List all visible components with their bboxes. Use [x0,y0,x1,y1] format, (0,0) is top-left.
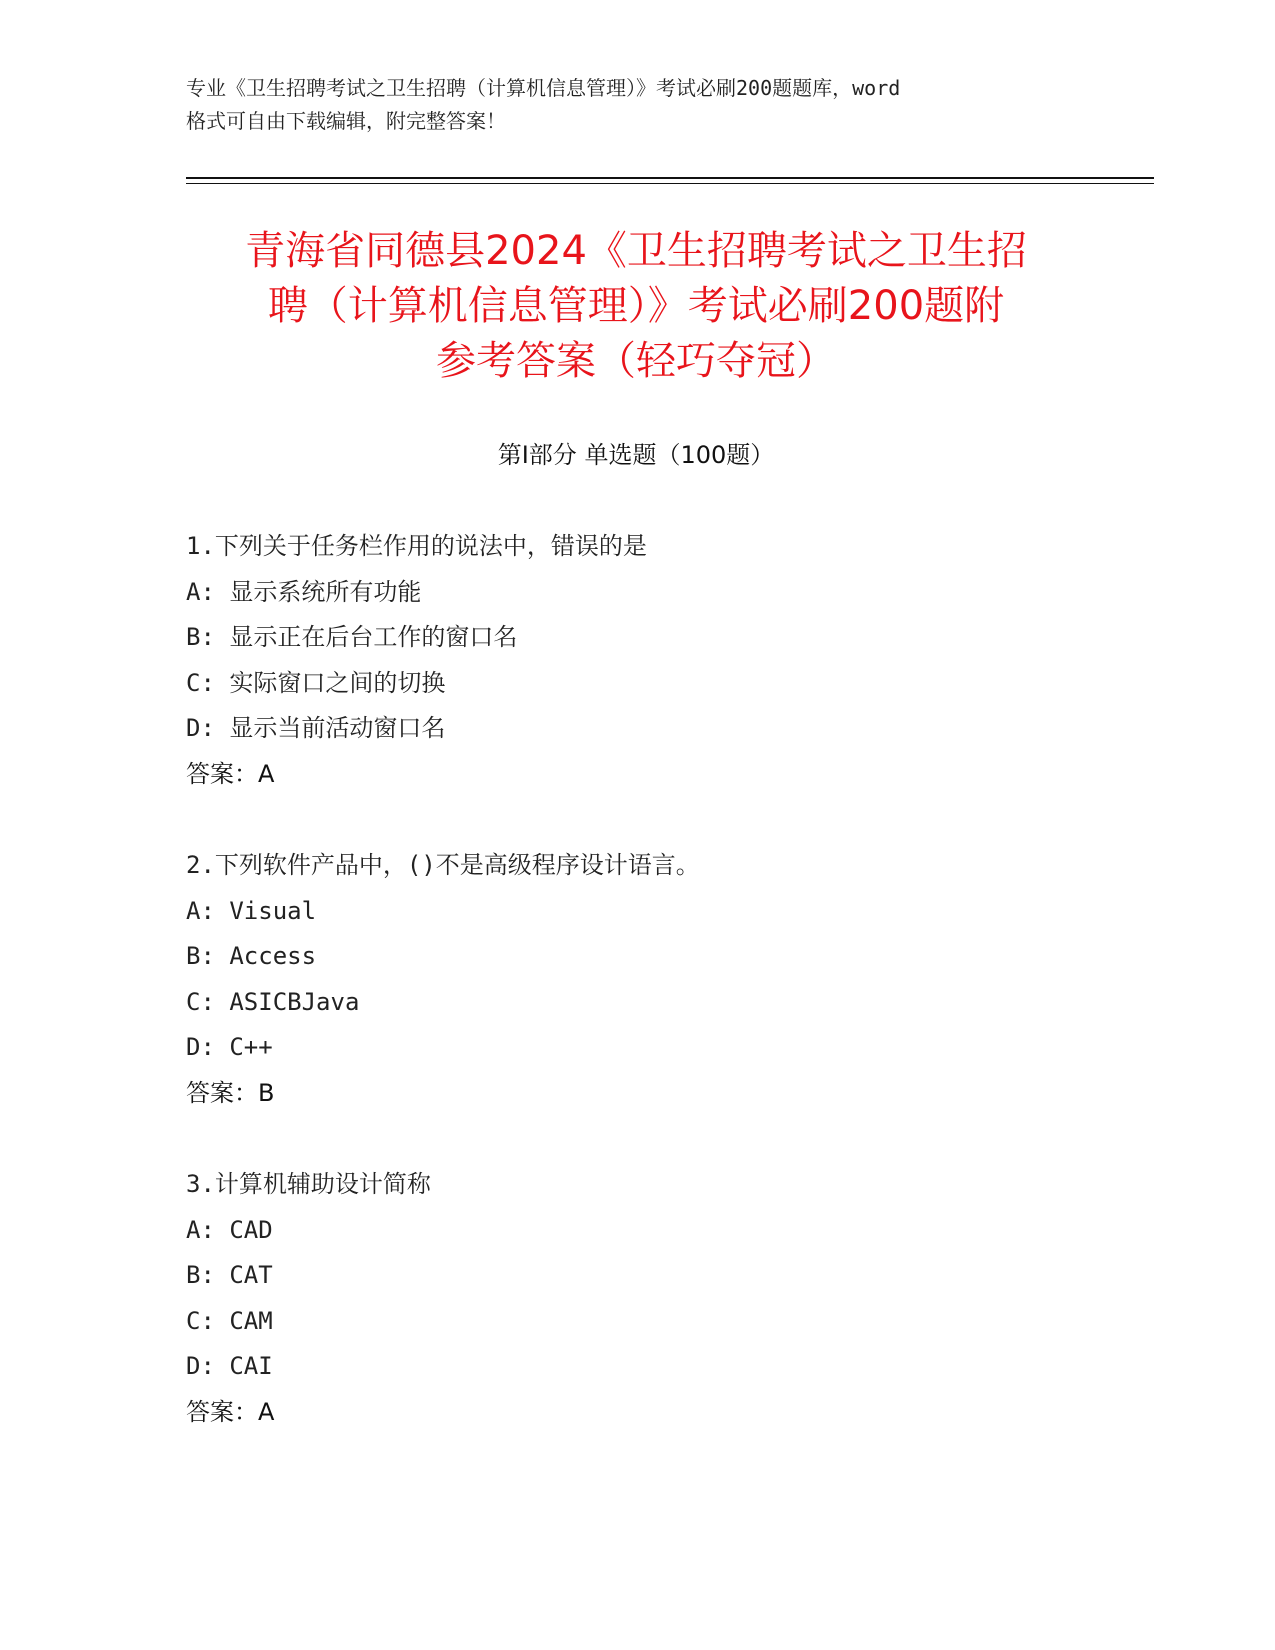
question-option: A: Visual [186,896,317,925]
question-option: B: 显示正在后台工作的窗口名 [186,623,518,651]
question-option: B: CAT [186,1261,273,1289]
question-option: C: ASICBJava [186,987,360,1016]
question-option: D: 显示当前活动窗口名 [186,714,446,742]
question-item [186,843,1086,1116]
question-option: B: Access [186,942,317,970]
question-option: D: C++ [186,1033,273,1061]
question-option: A: CAD [186,1215,273,1244]
question-option: C: 实际窗口之间的切换 [186,668,446,697]
header-divider-thin [186,183,1154,184]
header-note [186,72,1086,138]
question-answer: 答案：A [186,1397,275,1426]
header-divider [186,177,1154,179]
question-answer: 答案：A [186,759,275,788]
question-stem: 2.下列软件产品中，()不是高级程序设计语言。 [186,851,700,879]
document-title-line: 参考答案（轻巧夺冠） [436,338,836,384]
header-note-line: 专业《卫生招聘考试之卫生招聘（计算机信息管理）》考试必刷200题题库，word [186,76,901,100]
question-item [186,1162,1086,1435]
question-option: C: CAM [186,1306,273,1335]
document-title-line: 聘（计算机信息管理）》考试必刷200题附 [267,283,1005,329]
question-answer: 答案：B [186,1078,275,1107]
question-list [186,524,1086,1481]
question-stem: 3.计算机辅助设计简称 [186,1170,431,1198]
question-option: A: 显示系统所有功能 [186,577,422,606]
document-title-line: 青海省同德县2024《卫生招聘考试之卫生招 [245,228,1027,274]
question-stem: 1.下列关于任务栏作用的说法中，错误的是 [186,532,647,560]
document-title [186,224,1086,389]
question-item [186,524,1086,797]
header-note-line: 格式可自由下载编辑，附完整答案！ [186,109,506,133]
section-title: 第Ⅰ部分 单选题（100题） [497,441,775,469]
question-option: D: CAI [186,1352,273,1380]
